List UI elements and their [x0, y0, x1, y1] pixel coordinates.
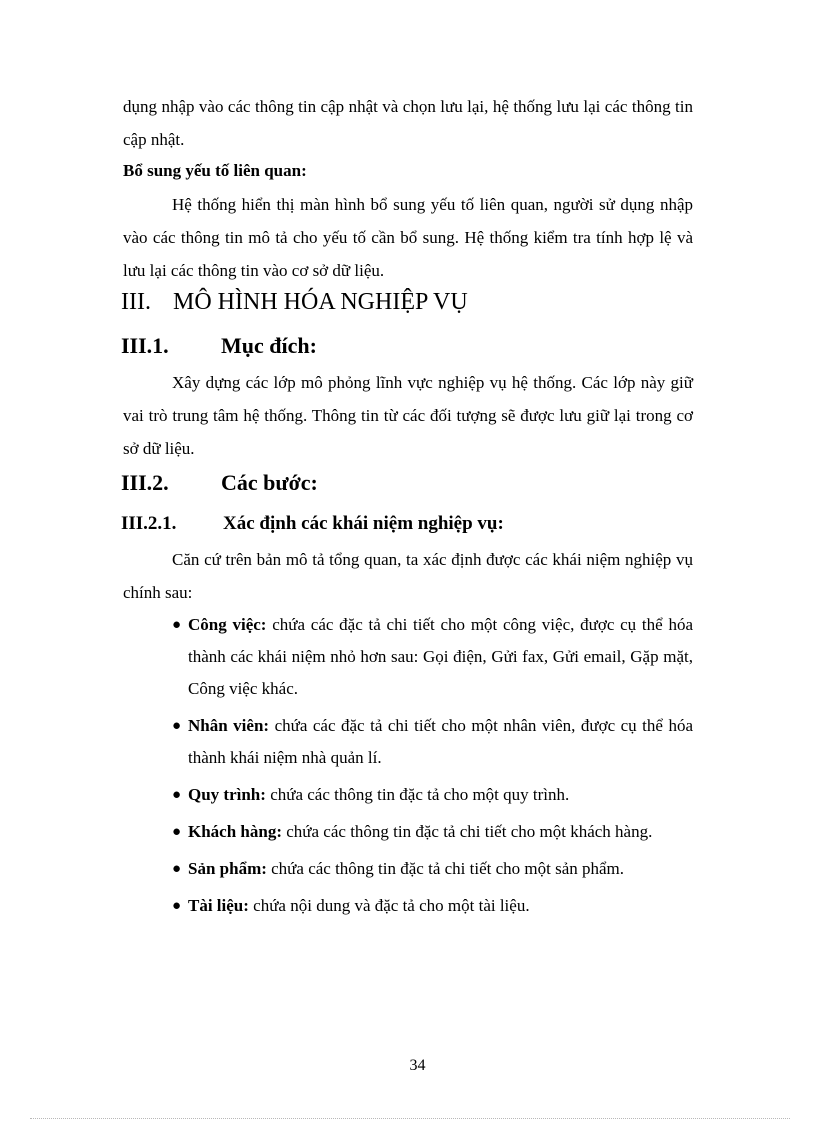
- list-item-term: Khách hàng:: [188, 822, 282, 841]
- paragraph-bo-sung: Hệ thống hiển thị màn hình bổ sung yếu tố liên quan, người sử dụng nhập vào các thông tin mô tả cho yếu tố cần bổ sung. Hệ thống kiểm tra tính hợp lệ và lưu lại các thông tin vào cơ sở dữ liệu.: [123, 195, 693, 280]
- list-item: [172, 609, 693, 705]
- bullet-icon: ●: [172, 824, 182, 840]
- list-item: [172, 890, 693, 922]
- bullet-icon: ●: [172, 718, 182, 734]
- heading-section-3-2-1: [121, 509, 504, 539]
- heading-section-3: [121, 286, 468, 318]
- list-item-text: chứa các thông tin đặc tả chi tiết cho một sản phẩm.: [266, 859, 625, 878]
- heading-section-3-2-1-number: III.2.1.: [121, 513, 177, 534]
- paragraph-can-cu: Căn cứ trên bản mô tả tổng quan, ta xác định được các khái niệm nghiệp vụ chính sau:: [123, 550, 693, 602]
- page-bottom-divider: [30, 1118, 790, 1119]
- list-item-term: Sản phẩm:: [188, 859, 267, 878]
- heading-section-3-2-title: Các bước:: [221, 470, 318, 495]
- heading-section-3-2-1-title: Xác định các khái niệm nghiệp vụ:: [223, 513, 504, 534]
- list-item: [172, 853, 693, 885]
- list-item-text: chứa các thông tin đặc tả chi tiết cho một khách hàng.: [282, 822, 653, 841]
- list-item-text: chứa các đặc tả chi tiết cho một nhân viên, được cụ thể hóa thành khái niệm nhà quản lí.: [188, 716, 693, 767]
- heading-section-3-1-number: III.1.: [121, 333, 169, 358]
- list-item-term: Tài liệu:: [188, 896, 249, 915]
- page-number: 34: [409, 1057, 426, 1074]
- bullet-icon: ●: [172, 617, 182, 633]
- list-item-text: chứa các đặc tả chi tiết cho một công việc, được cụ thể hóa thành các khái niệm nhỏ hơn sau: Gọi điện, Gửi fax, Gửi email, Gặp mặt, Công việc khác.: [188, 615, 693, 698]
- list-item: [172, 816, 693, 848]
- heading-section-3-number: III.: [121, 289, 151, 315]
- subheading-bo-sung: Bổ sung yếu tố liên quan:: [123, 161, 307, 180]
- list-item: [172, 779, 693, 811]
- bullet-icon: ●: [172, 861, 182, 877]
- bullet-icon: ●: [172, 787, 182, 803]
- paragraph-continued: dụng nhập vào các thông tin cập nhật và chọn lưu lại, hệ thống lưu lại các thông tin cập nhật.: [123, 97, 693, 149]
- list-item-term: Quy trình:: [188, 785, 266, 804]
- list-item-text: chứa nội dung và đặc tả cho một tài liệu.: [248, 896, 530, 915]
- paragraph-muc-dich: Xây dựng các lớp mô phỏng lĩnh vực nghiệp vụ hệ thống. Các lớp này giữ vai trò trung tâm hệ thống. Thông tin từ các đối tượng sẽ được lưu giữ lại trong cơ sở dữ liệu.: [123, 373, 693, 458]
- heading-section-3-1: [121, 330, 317, 362]
- bullet-icon: ●: [172, 898, 182, 914]
- heading-section-3-1-title: Mục đích:: [221, 333, 317, 358]
- heading-section-3-2: [121, 467, 318, 499]
- list-item-term: Nhân viên:: [188, 716, 270, 735]
- list-item-term: Công việc:: [188, 615, 267, 634]
- concept-list: [172, 609, 693, 922]
- list-item: [172, 710, 693, 774]
- list-item-text: chứa các thông tin đặc tả cho một quy trình.: [265, 785, 570, 804]
- heading-section-3-2-number: III.2.: [121, 470, 169, 495]
- heading-section-3-title: MÔ HÌNH HÓA NGHIỆP VỤ: [173, 289, 468, 315]
